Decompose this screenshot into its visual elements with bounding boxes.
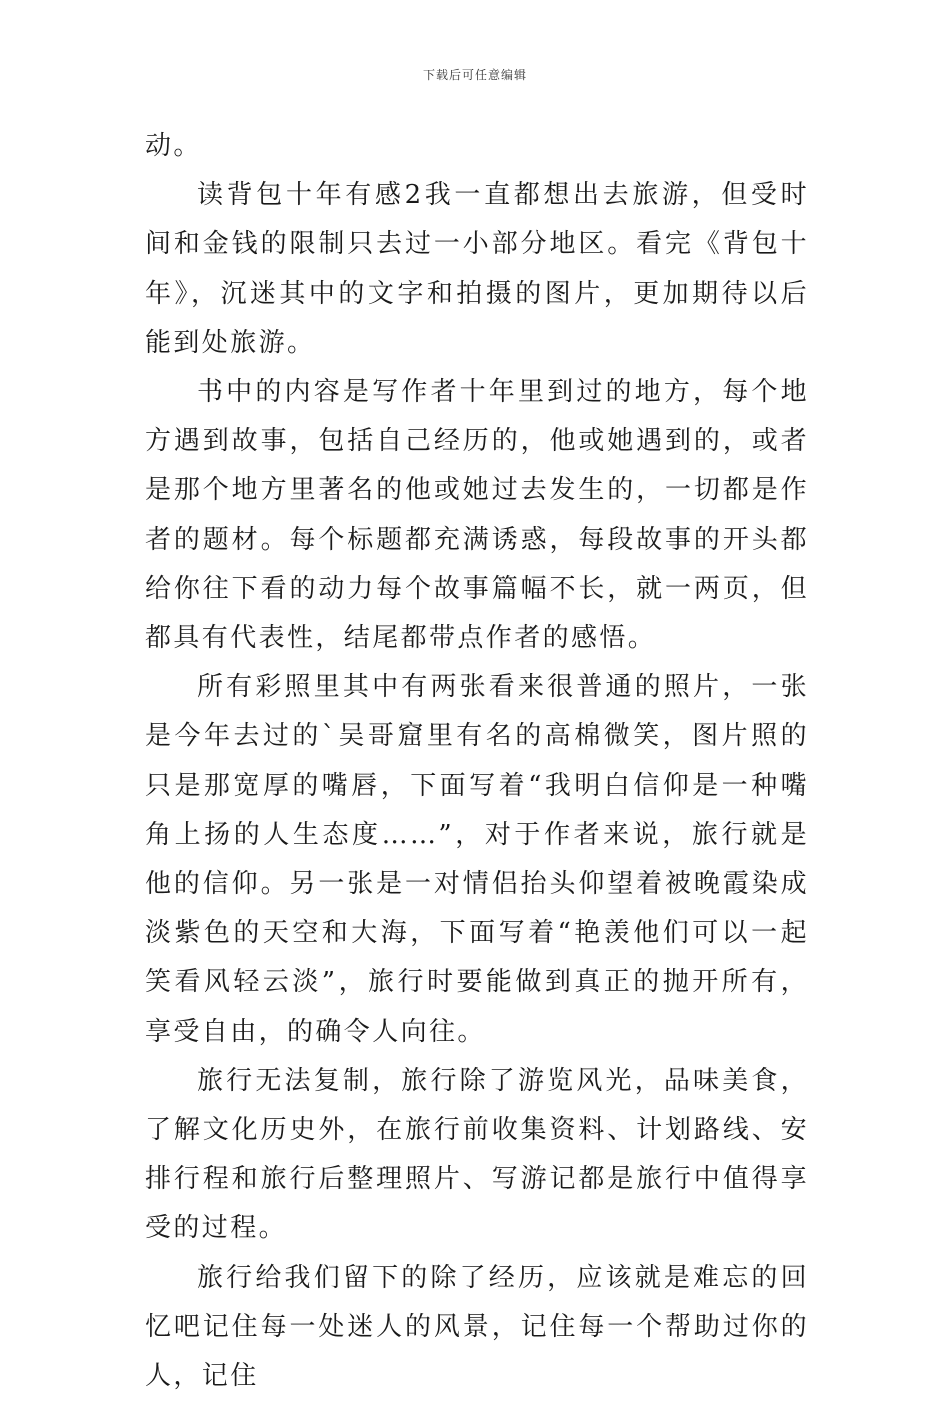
paragraph: 动。 bbox=[145, 131, 202, 161]
paragraph: 读背包十年有感2我一直都想出去旅游，但受时间和金钱的限制只去过一小部分地区。看完《背包十年》，沉迷其中的文字和拍摄的图片，更加期待以后能到处旅游。 bbox=[145, 180, 809, 358]
paragraph: 书中的内容是写作者十年里到过的地方，每个地方遇到故事，包括自己经历的，他或她遇到的，或者是那个地方里著名的他或她过去发生的，一切都是作者的题材。每个标题都充满诱惑，每段故事的开头都给你往下看的动力每个故事篇幅不长，就一两页，但都具有代表性，结尾都带点作者的感悟。 bbox=[145, 377, 809, 654]
paragraph: 旅行无法复制，旅行除了游览风光，品味美食，了解文化历史外，在旅行前收集资料、计划路线、安排行程和旅行后整理照片、写游记都是旅行中值得享受的过程。 bbox=[145, 1065, 809, 1244]
page-header: 下载后可任意编辑 bbox=[422, 68, 527, 82]
paragraph: 旅行给我们留下的除了经历，应该就是难忘的回忆吧记住每一处迷人的风景，记住每一个帮助过你的人，记住 bbox=[145, 1262, 809, 1392]
paragraph: 所有彩照里其中有两张看来很普通的照片，一张是今年去过的`吴哥窟里有名的高棉微笑，图片照的只是那宽厚的嘴唇，下面写着“我明白信仰是一种嘴角上扬的人生态度……”，对于作者来说，旅行就是他的信仰。另一张是一对情侣抬头仰望着被晚霞染成淡紫色的天空和大海，下面写着“艳羡他们可以一起笑看风轻云淡”，旅行时要能做到真正的抛开所有，享受自由，的确令人向往。 bbox=[145, 672, 809, 1047]
document-body bbox=[145, 122, 809, 1401]
